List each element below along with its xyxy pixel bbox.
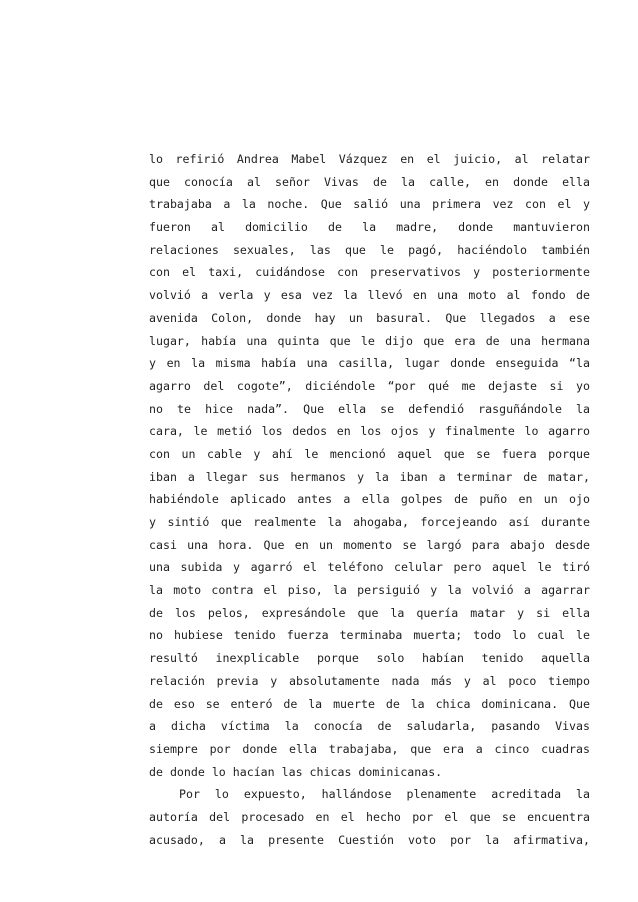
text-line: relaciones sexuales, las que le pagó, haciéndolo también [149,242,590,257]
text-line: y en la misma había una casilla, lugar donde enseguida “la [149,356,590,371]
text-line: agarro del cogote”, diciéndole “por qué me dejaste si yo [149,378,590,393]
text-line: siempre por donde ella trabajaba, que era a cinco cuadras [149,741,590,756]
text-line: con un cable y ahí le mencionó aquel que se fuera porque [149,446,590,461]
text-line: a dicha víctima la conocía de saludarla, pasando Vivas [149,719,590,734]
text-line: acusado, a la presente Cuestión voto por la afirmativa, [149,832,590,847]
text-line: iban a llegar sus hermanos y la iban a terminar de matar, [149,469,590,484]
text-line: trabajaba a la noche. Que salió una primera vez con el y [149,197,590,212]
text-line: de eso se enteró de la muerte de la chica dominicana. Que [149,696,590,711]
text-line: resultó inexplicable porque solo habían tenido aquella [149,651,590,666]
text-line: no te hice nada”. Que ella se defendió rasguñándole la [149,401,590,416]
text-line: volvió a verla y esa vez la llevó en una moto al fondo de [149,288,590,303]
text-line: de los pelos, expresándole que la quería matar y si ella [149,605,590,620]
text-line: una subida y agarró el teléfono celular pero aquel le tiró [149,560,590,575]
text-line: la moto contra el piso, la persiguió y la volvió a agarrar [149,583,590,598]
text-line: relación previa y absolutamente nada más y al poco tiempo [149,673,590,688]
text-line: Por lo expuesto, hallándose plenamente acreditada la [149,787,590,802]
text-line: lo refirió Andrea Mabel Vázquez en el juicio, al relatar [149,152,590,166]
text-line: no hubiese tenido fuerza terminaba muerta; todo lo cual le [149,628,590,643]
text-line: que conocía al señor Vivas de la calle, en donde ella [149,174,590,189]
text-line: con el taxi, cuidándose con preservativos y posteriormente [149,265,590,280]
text-line: avenida Colon, donde hay un basural. Que llegados a ese [149,310,590,325]
text-line: y sintió que realmente la ahogaba, forcejeando así durante [149,515,590,529]
text-line: autoría del procesado en el hecho por el que se encuentra [149,809,590,824]
text-line: casi una hora. Que en un momento se largó para abajo desde [149,537,590,552]
text-line: fueron al domicilio de la madre, donde mantuvieron [149,220,590,235]
text-line: cara, le metió los dedos en los ojos y finalmente lo agarro [149,424,590,439]
text-line: habiéndole aplicado antes a ella golpes de puño en un ojo [149,492,590,507]
body-text [149,148,590,851]
text-line: de donde lo hacían las chicas dominicanas. [149,764,443,779]
text-line: lugar, había una quinta que le dijo que era de una hermana [149,333,590,348]
